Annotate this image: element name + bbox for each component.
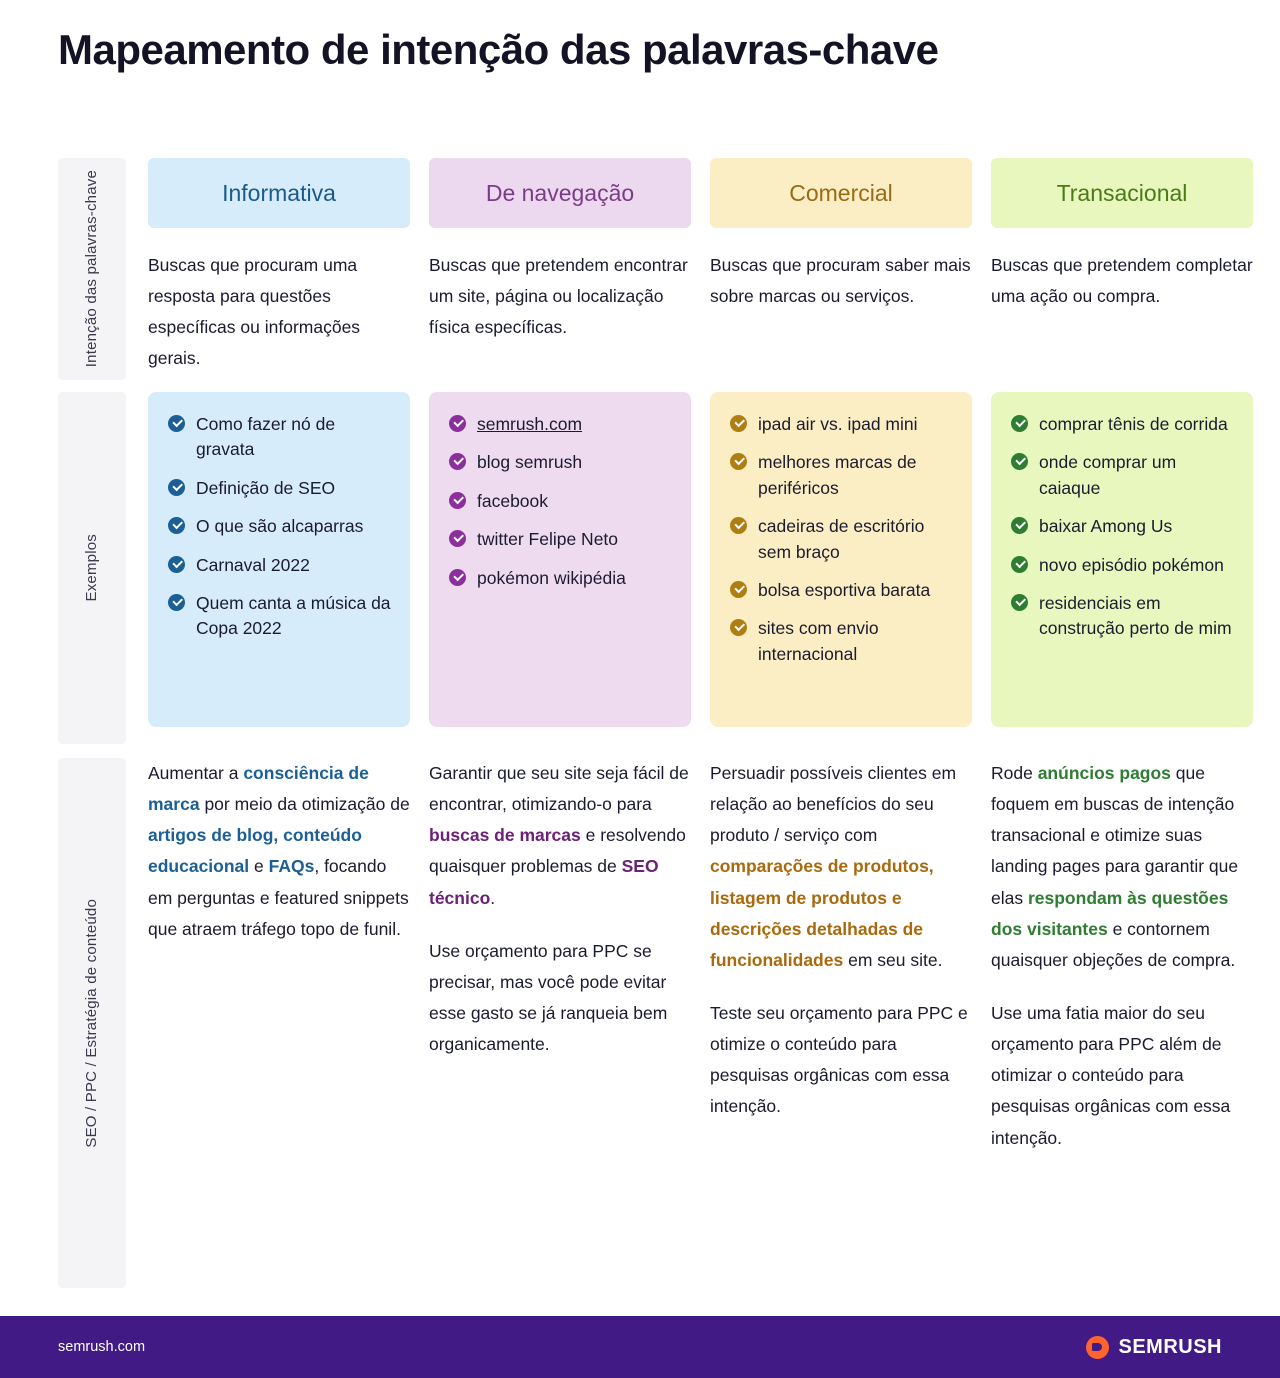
examples-list-transacional bbox=[1011, 412, 1235, 642]
intent-title-transacional: Transacional bbox=[1056, 179, 1188, 206]
intent-card-navegacao bbox=[429, 158, 691, 228]
semrush-wordmark: SEMRUSH bbox=[1118, 1335, 1222, 1358]
strategy-text-navegacao bbox=[429, 758, 691, 1060]
example-label: blog semrush bbox=[477, 452, 583, 473]
strategy-paragraph: Use uma fatia maior do seu orçamento para PPC além de otimizar o conteúdo para pesquisas orgânicas com essa intenção. bbox=[991, 1002, 1231, 1148]
intent-card-comercial bbox=[710, 158, 972, 228]
intent-card-transacional bbox=[991, 158, 1253, 228]
row-label-examples bbox=[58, 392, 126, 744]
example-item bbox=[730, 412, 954, 437]
example-label: pokémon wikipédia bbox=[477, 567, 626, 588]
examples-card-transacional bbox=[991, 392, 1253, 727]
intent-matrix bbox=[58, 158, 1253, 1288]
row-label-strategy-text: SEO / PPC / Estratégia de conteúdo bbox=[82, 898, 100, 1148]
check-circle-icon bbox=[449, 453, 466, 470]
example-item bbox=[1011, 514, 1235, 539]
examples-column-transacional bbox=[991, 392, 1253, 744]
example-item bbox=[730, 616, 954, 667]
example-item bbox=[449, 450, 673, 475]
examples-list-informativa bbox=[168, 412, 392, 642]
example-label: twitter Felipe Neto bbox=[477, 529, 619, 550]
check-circle-icon bbox=[730, 453, 747, 470]
example-item bbox=[168, 553, 392, 578]
example-item bbox=[168, 476, 392, 501]
example-label: residenciais em construção perto de mim bbox=[1039, 592, 1232, 639]
column-transacional bbox=[991, 158, 1253, 380]
semrush-logo bbox=[1086, 1336, 1222, 1359]
example-label: sites com envio internacional bbox=[758, 618, 879, 664]
example-item bbox=[449, 527, 673, 552]
intent-desc-transacional: Buscas que pretendem completar uma ação ou compra. bbox=[991, 255, 1253, 307]
intent-header-columns bbox=[148, 158, 1253, 380]
example-item bbox=[168, 514, 392, 539]
examples-list-navegacao bbox=[449, 412, 673, 591]
check-circle-icon bbox=[449, 415, 466, 432]
check-circle-icon bbox=[449, 569, 466, 586]
strategy-text-informativa bbox=[148, 758, 410, 945]
footer-url[interactable]: semrush.com bbox=[58, 1339, 146, 1355]
example-label: Carnaval 2022 bbox=[196, 554, 310, 575]
check-circle-icon bbox=[168, 556, 185, 573]
row-label-intent-text: Intenção das palavras-chave bbox=[82, 170, 100, 368]
example-item bbox=[730, 450, 954, 501]
strategy-column-comercial bbox=[710, 758, 972, 1288]
row-examples bbox=[58, 392, 1232, 744]
example-label bbox=[477, 412, 582, 437]
strategy-column-transacional bbox=[991, 758, 1253, 1288]
intent-card-informativa bbox=[148, 158, 410, 228]
example-item bbox=[449, 489, 673, 514]
semrush-mark-icon bbox=[1086, 1336, 1109, 1359]
strategy-paragraph: Teste seu orçamento para PPC e otimize o conteúdo para pesquisas orgânicas com essa intenção. bbox=[710, 1002, 968, 1117]
strategy-column-informativa bbox=[148, 758, 410, 1288]
check-circle-icon bbox=[730, 619, 747, 636]
strategy-paragraph: Aumentar a consciência de marca por meio da otimização de artigos de blog, conteúdo educacional e FAQs, focando em perguntas e featured snippets que atraem tráfego topo de funil. bbox=[148, 763, 410, 939]
example-label: bolsa esportiva barata bbox=[758, 579, 931, 600]
strategy-paragraph: Use orçamento para PPC se precisar, mas você pode evitar esse gasto se já ranqueia bem organicamente. bbox=[429, 940, 668, 1055]
example-item bbox=[449, 566, 673, 591]
intent-title-comercial: Comercial bbox=[789, 179, 893, 206]
strategy-column-navegacao bbox=[429, 758, 691, 1288]
example-label: facebook bbox=[477, 490, 549, 511]
example-item bbox=[168, 412, 392, 463]
check-circle-icon bbox=[449, 492, 466, 509]
footer-bar bbox=[0, 1316, 1280, 1378]
examples-columns bbox=[148, 392, 1253, 744]
row-label-strategy bbox=[58, 758, 126, 1288]
example-label: Definição de SEO bbox=[196, 477, 336, 498]
column-navegacao bbox=[429, 158, 691, 380]
example-item bbox=[730, 514, 954, 565]
check-circle-icon bbox=[1011, 556, 1028, 573]
example-item bbox=[1011, 412, 1235, 437]
examples-list-comercial bbox=[730, 412, 954, 667]
check-circle-icon bbox=[730, 415, 747, 432]
examples-card-informativa bbox=[148, 392, 410, 727]
column-informativa bbox=[148, 158, 410, 380]
check-circle-icon bbox=[168, 479, 185, 496]
example-item bbox=[1011, 450, 1235, 501]
example-link[interactable]: semrush.com bbox=[477, 414, 583, 434]
example-label: Como fazer nó de gravata bbox=[196, 414, 336, 460]
examples-card-navegacao bbox=[429, 392, 691, 727]
check-circle-icon bbox=[168, 415, 185, 432]
strategy-text-comercial bbox=[710, 758, 972, 1123]
strategy-columns bbox=[148, 758, 1253, 1288]
check-circle-icon bbox=[730, 517, 747, 534]
check-circle-icon bbox=[449, 530, 466, 547]
row-label-intent bbox=[58, 158, 126, 380]
intent-title-informativa: Informativa bbox=[222, 179, 336, 206]
example-item bbox=[168, 591, 392, 642]
check-circle-icon bbox=[1011, 517, 1028, 534]
strategy-text-transacional bbox=[991, 758, 1253, 1154]
strategy-paragraph: Garantir que seu site seja fácil de encontrar, otimizando-o para buscas de marcas e resolvendo quaisquer problemas de SEO técnico. bbox=[429, 763, 689, 908]
example-label: ipad air vs. ipad mini bbox=[758, 414, 918, 434]
example-label: O que são alcaparras bbox=[196, 516, 364, 537]
intent-desc-navegacao: Buscas que pretendem encontrar um site, página ou localização física específicas. bbox=[429, 255, 688, 338]
check-circle-icon bbox=[730, 581, 747, 598]
example-label: Quem canta a música da Copa 2022 bbox=[196, 592, 391, 639]
check-circle-icon bbox=[1011, 415, 1028, 432]
example-label: onde comprar um caiaque bbox=[1039, 452, 1177, 498]
example-item bbox=[1011, 553, 1235, 578]
strategy-paragraph: Persuadir possíveis clientes em relação ao benefícios do seu produto / serviço com comparações de produtos, listagem de produtos e descrições detalhadas de funcionalidades em seu site. bbox=[710, 763, 957, 970]
example-label: baixar Among Us bbox=[1039, 516, 1173, 537]
page-title: Mapeamento de intenção das palavras-chave bbox=[58, 26, 939, 73]
example-item bbox=[730, 578, 954, 603]
example-label: cadeiras de escritório sem braço bbox=[758, 516, 925, 562]
check-circle-icon bbox=[1011, 594, 1028, 611]
row-label-examples-text: Exemplos bbox=[82, 534, 100, 602]
examples-column-comercial bbox=[710, 392, 972, 744]
check-circle-icon bbox=[168, 594, 185, 611]
examples-column-informativa bbox=[148, 392, 410, 744]
examples-column-navegacao bbox=[429, 392, 691, 744]
examples-card-comercial bbox=[710, 392, 972, 727]
check-circle-icon bbox=[168, 517, 185, 534]
example-item bbox=[449, 412, 673, 437]
example-label: novo episódio pokémon bbox=[1039, 554, 1224, 575]
example-item bbox=[1011, 591, 1235, 642]
intent-desc-informativa: Buscas que procuram uma resposta para questões específicas ou informações gerais. bbox=[148, 255, 361, 369]
check-circle-icon bbox=[1011, 453, 1028, 470]
example-label: comprar tênis de corrida bbox=[1039, 414, 1228, 434]
column-comercial bbox=[710, 158, 972, 380]
example-label: melhores marcas de periféricos bbox=[758, 452, 917, 498]
row-strategy bbox=[58, 758, 1239, 1288]
strategy-paragraph: Rode anúncios pagos que foquem em buscas de intenção transacional e otimize suas landing pages para garantir que elas respondam às questões dos visitantes e contornem quaisquer objeções de compra. bbox=[991, 763, 1239, 970]
intent-desc-comercial: Buscas que procuram saber mais sobre marcas ou serviços. bbox=[710, 255, 971, 307]
intent-title-navegacao: De navegação bbox=[485, 179, 635, 206]
row-intent bbox=[58, 158, 1253, 380]
